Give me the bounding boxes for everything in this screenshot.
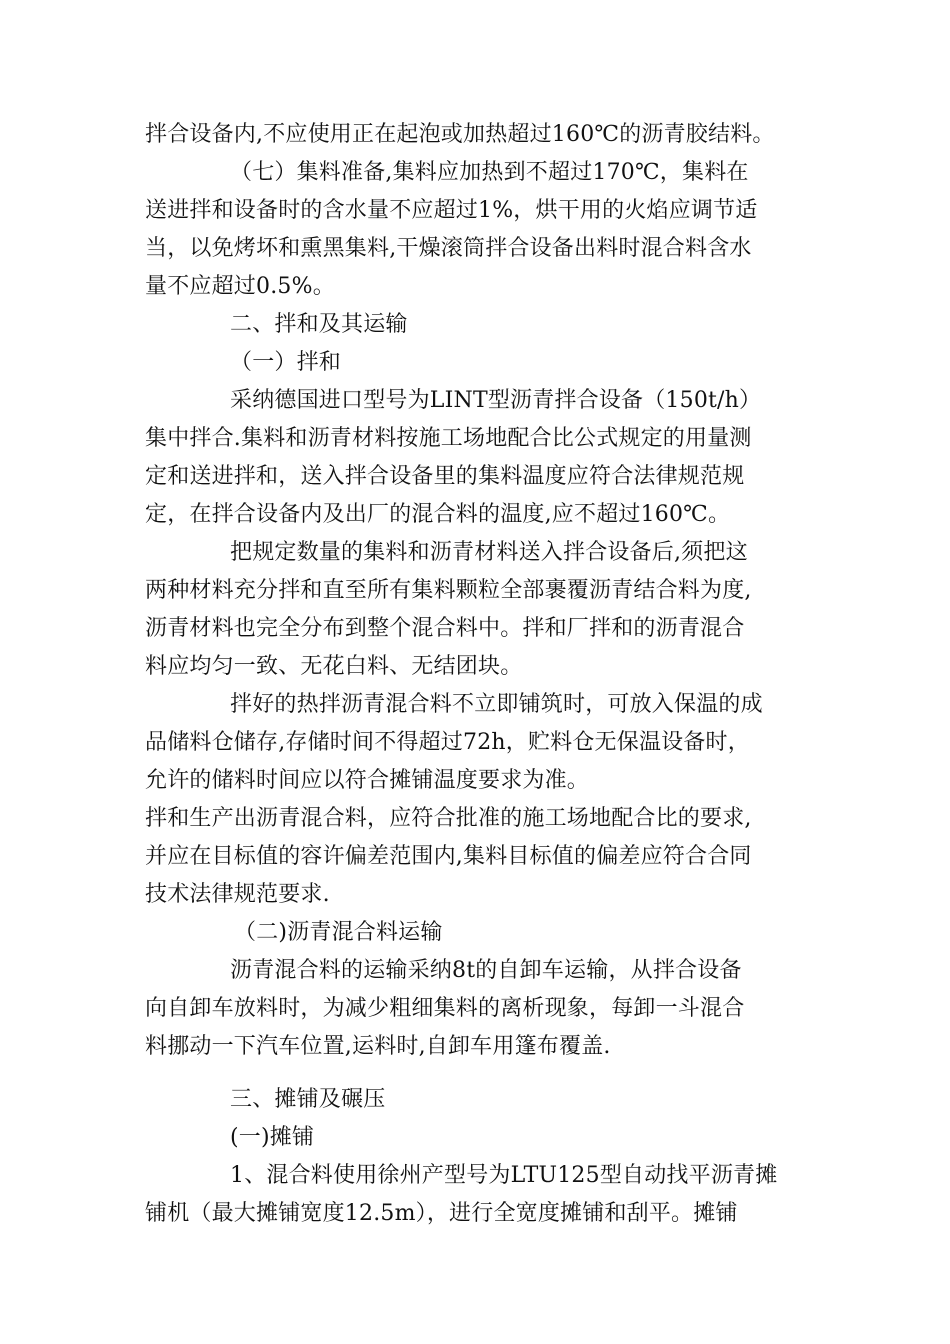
paragraph-start: 沥青混合料的运输采纳8t的自卸车运输，从拌合设备 — [230, 958, 742, 983]
section-heading-2: 二、拌和及其运输 — [230, 312, 408, 337]
text-line: 沥青材料也完全分布到整个混合料中。拌和厂拌和的沥青混合 — [145, 616, 745, 641]
paragraph-start: 拌好的热拌沥青混合料不立即铺筑时，可放入保温的成 — [230, 692, 763, 717]
text-line: 送进拌和设备时的含水量不应超过1%，烘干用的火焰应调节适 — [145, 198, 758, 223]
text-line: 料应均匀一致、无花白料、无结团块。 — [145, 654, 523, 679]
paragraph-start: 1、混合料使用徐州产型号为LTU125型自动找平沥青摊 — [230, 1163, 778, 1188]
text-line: 料挪动一下汽车位置,运料时,自卸车用篷布覆盖. — [145, 1034, 611, 1059]
text-line: 当，以免烤坏和熏黑集料,干燥滚筒拌合设备出料时混合料含水 — [145, 236, 752, 261]
text-line: 集中拌合.集料和沥青材料按施工场地配合比公式规定的用量测 — [145, 426, 752, 451]
paragraph-start: 采纳德国进口型号为LINT型沥青拌合设备（150t/h） — [230, 388, 762, 413]
subsection-heading-paving: (一)摊铺 — [230, 1125, 315, 1150]
text-line: 允许的储料时间应以符合摊铺温度要求为准。 — [145, 768, 590, 793]
subsection-heading-transport: （二)沥青混合料运输 — [234, 920, 443, 945]
text-line: 技术法律规范要求. — [145, 882, 330, 907]
paragraph-start: 把规定数量的集料和沥青材料送入拌合设备后,须把这 — [230, 540, 748, 565]
text-line: 量不应超过0.5%。 — [145, 274, 335, 299]
text-line: 品储料仓储存,存储时间不得超过72h，贮料仓无保温设备时， — [145, 730, 750, 755]
paragraph-start: 拌和生产出沥青混合料，应符合批准的施工场地配合比的要求, — [145, 806, 752, 831]
section-heading-7: （七）集料准备,集料应加热到不超过170℃，集料在 — [230, 160, 749, 185]
text-line: 铺机（最大摊铺宽度12.5m），进行全宽度摊铺和刮平。摊铺 — [145, 1201, 738, 1226]
text-line: 定和送进拌和，送入拌合设备里的集料温度应符合法律规范规 — [145, 464, 745, 489]
section-heading-3: 三、摊铺及碾压 — [230, 1087, 386, 1112]
text-line: 向自卸车放料时，为减少粗细集料的离析现象，每卸一斗混合 — [145, 996, 745, 1021]
text-line: 定，在拌合设备内及出厂的混合料的温度,应不超过160℃。 — [145, 502, 731, 527]
subsection-heading-mixing: （一）拌和 — [230, 350, 342, 375]
text-line: 两种材料充分拌和直至所有集料颗粒全部裹覆沥青结合料为度, — [145, 578, 752, 603]
text-line: 拌合设备内,不应使用正在起泡或加热超过160℃的沥青胶结料。 — [145, 122, 775, 147]
text-line: 并应在目标值的容许偏差范围内,集料目标值的偏差应符合合同 — [145, 844, 752, 869]
